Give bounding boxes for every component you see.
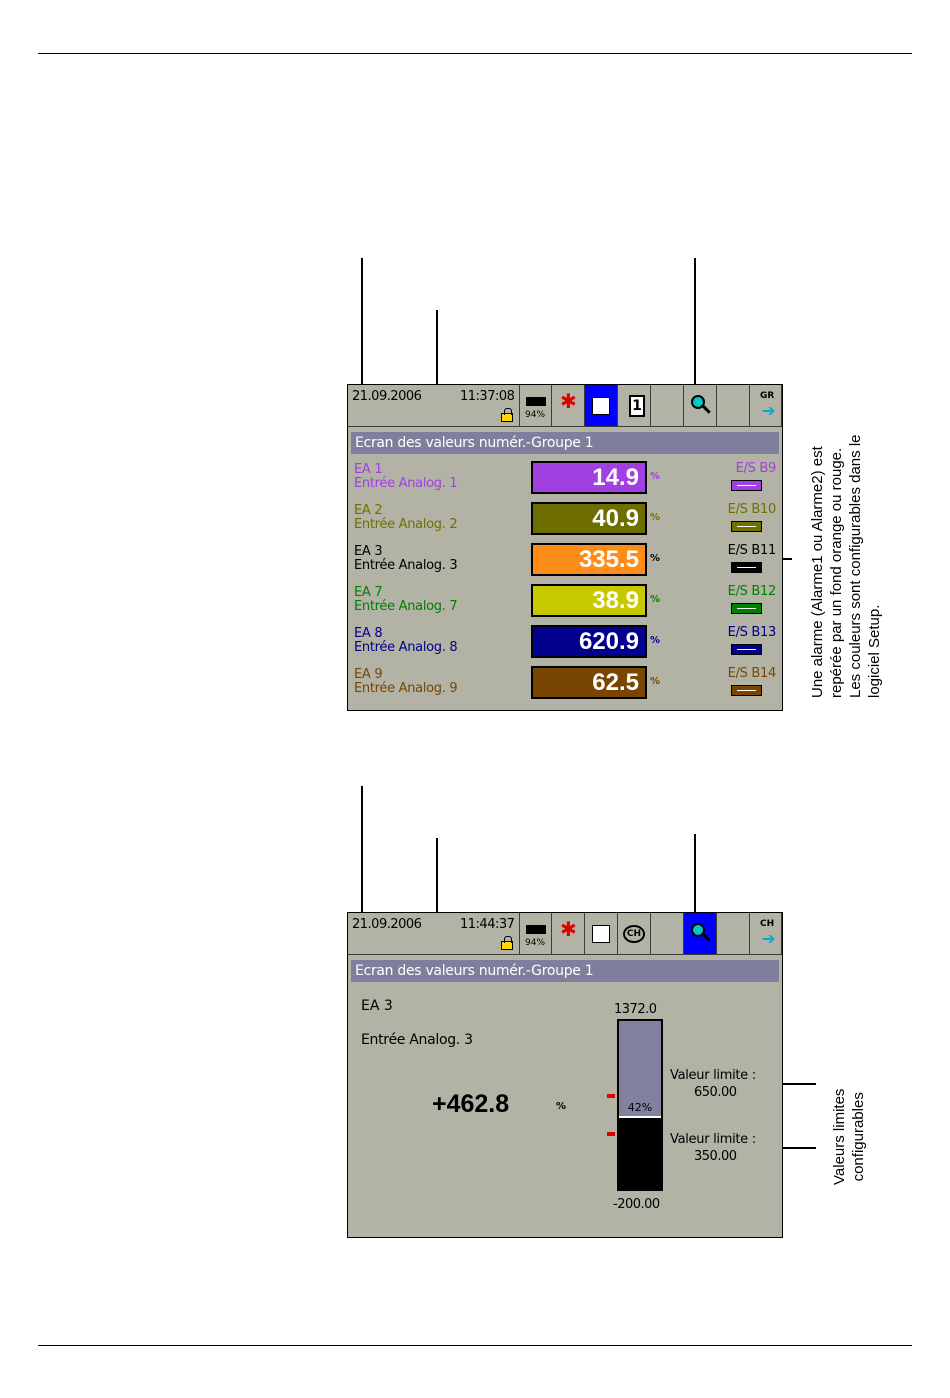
limit2-label: Valeur limite : (670, 1132, 756, 1147)
io-status-icon (731, 685, 762, 696)
alarm-bell-icon: ✱ (560, 389, 577, 413)
memory-icon (526, 397, 546, 406)
page-1-icon: 1 (629, 395, 645, 417)
channel-select-button[interactable] (618, 913, 651, 955)
channel-unit: % (650, 471, 661, 482)
zoom-handle-icon (702, 405, 710, 413)
channel-name: Entrée Analog. 3 (361, 1032, 473, 1048)
screen-channel-view (347, 912, 783, 1238)
limit1-value: 650.00 (694, 1085, 737, 1100)
channel-label (354, 627, 457, 655)
channel-nav-button[interactable] (750, 913, 782, 955)
channel-unit: % (650, 553, 661, 564)
alarm-button[interactable] (552, 385, 585, 427)
display-mode-icon (592, 925, 610, 943)
channel-name: Entrée Analog. 2 (354, 517, 458, 532)
zoom-handle-icon (702, 933, 710, 941)
bar-min: -200.00 (613, 1197, 660, 1212)
channel-icon: CH (623, 925, 645, 943)
channel-name: Entrée Analog. 3 (354, 558, 458, 573)
time: 11:44:37 (460, 917, 515, 932)
channel-value: 38.9 (531, 584, 647, 617)
alarm-button[interactable] (552, 913, 585, 955)
io-label: E/S B10 (727, 502, 776, 517)
channel-value: 62.5 (531, 666, 647, 699)
channel-value: 335.5 (531, 543, 647, 576)
channel-nav-label: CH (760, 919, 775, 929)
channel-unit: % (650, 512, 661, 523)
channel-unit: % (650, 676, 661, 687)
group-nav-label: GR (760, 391, 775, 401)
bottom-rule (38, 1345, 912, 1346)
lock-icon (501, 413, 513, 422)
limits-note (830, 1089, 868, 1185)
date: 21.09.2006 (352, 917, 422, 932)
limits-note-line: configurables (850, 1092, 867, 1182)
callout-line (694, 258, 696, 404)
channel-value: 14.9 (531, 461, 647, 494)
io-label: E/S B9 (735, 461, 776, 476)
group-nav-button[interactable] (750, 385, 782, 427)
toolbar-empty-slot (651, 913, 684, 955)
memory-icon (526, 925, 546, 934)
screen-title: Ecran des valeurs numér.-Groupe 1 (351, 432, 779, 454)
channel-id: EA 2 (354, 503, 383, 518)
lock-icon (501, 941, 513, 950)
arrow-right-icon: ➔ (762, 929, 776, 948)
channel-label (354, 463, 457, 491)
channel-value: 620.9 (531, 625, 647, 658)
limit2-value: 350.00 (694, 1149, 737, 1164)
alarm-note-line: logiciel Setup. (866, 604, 883, 698)
bar-graph (617, 1019, 663, 1191)
display-mode-button[interactable] (585, 913, 618, 955)
datetime-cell (348, 913, 520, 955)
io-status-icon (731, 562, 762, 573)
channel-label (354, 586, 457, 614)
limit-marker (607, 1094, 615, 1098)
memory-button[interactable] (520, 385, 552, 427)
io-label: E/S B14 (727, 666, 776, 681)
channel-label (354, 668, 457, 696)
limit-marker (607, 1132, 615, 1136)
alarm-note (808, 435, 884, 699)
io-label: E/S B12 (727, 584, 776, 599)
zoom-out-button[interactable] (684, 913, 717, 955)
io-status-icon (731, 644, 762, 655)
bar-max: 1372.0 (614, 1002, 657, 1017)
date: 21.09.2006 (352, 389, 422, 404)
channel-unit: % (556, 1101, 567, 1112)
channel-name: Entrée Analog. 1 (354, 476, 458, 491)
display-mode-icon (592, 397, 610, 415)
channel-id: EA 7 (354, 585, 383, 600)
channel-value: 40.9 (531, 502, 647, 535)
alarm-bell-icon: ✱ (560, 917, 577, 941)
arrow-right-icon: ➔ (762, 401, 776, 420)
toolbar-empty-slot (717, 913, 750, 955)
limit1-label: Valeur limite : (670, 1068, 756, 1083)
memory-button[interactable] (520, 913, 552, 955)
limits-note-line: Valeurs limites (831, 1088, 848, 1185)
io-status-icon (731, 480, 762, 491)
page-select-button[interactable] (618, 385, 651, 427)
screen-title: Ecran des valeurs numér.-Groupe 1 (351, 960, 779, 982)
channel-id: EA 1 (354, 462, 383, 477)
bar-percent: 42% (627, 1101, 653, 1114)
channel-unit: % (650, 594, 661, 605)
channel-value: +462.8 (432, 1090, 510, 1118)
channel-label (354, 545, 457, 573)
channel-id: EA 8 (354, 626, 383, 641)
alarm-note-line: Les couleurs sont configurables dans le (847, 434, 864, 698)
screen-group-view (347, 384, 783, 711)
channel-name: Entrée Analog. 9 (354, 681, 458, 696)
channel-id: EA 3 (361, 998, 393, 1014)
display-mode-button[interactable] (585, 385, 618, 427)
io-status-icon (731, 521, 762, 532)
channel-id: EA 9 (354, 667, 383, 682)
io-label: E/S B13 (727, 625, 776, 640)
channel-label (354, 504, 457, 532)
toolbar-empty-slot (717, 385, 750, 427)
time: 11:37:08 (460, 389, 515, 404)
io-status-icon (731, 603, 762, 614)
channel-id: EA 3 (354, 544, 383, 559)
channel-unit: % (650, 635, 661, 646)
memory-level: 94% (525, 938, 546, 948)
zoom-in-button[interactable] (684, 385, 717, 427)
alarm-note-line: Une alarme (Alarme1 ou Alarme2) est (809, 446, 826, 698)
datetime-cell (348, 385, 520, 427)
channel-name: Entrée Analog. 8 (354, 640, 458, 655)
channel-name: Entrée Analog. 7 (354, 599, 458, 614)
alarm-note-line: repérée par un fond orange ou rouge. (828, 447, 845, 698)
toolbar-empty-slot (651, 385, 684, 427)
io-label: E/S B11 (727, 543, 776, 558)
memory-level: 94% (525, 410, 546, 420)
top-rule (38, 53, 912, 54)
